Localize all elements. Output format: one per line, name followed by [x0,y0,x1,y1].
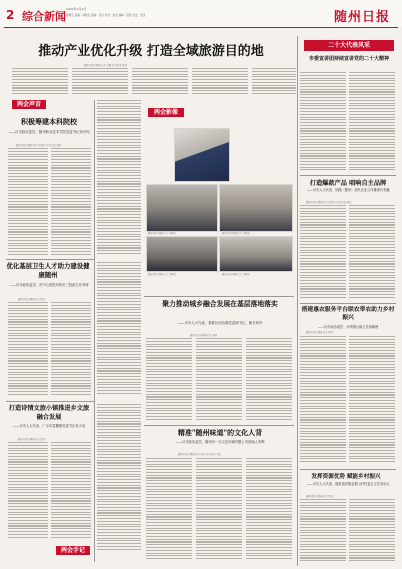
article5-body-col1 [146,458,192,562]
article6-title: 市委宣讲团持续宣讲党的二十大精神 [308,56,389,62]
article7-subtitle: ——访市人大代表、国湖（随州）现代农业公司董事长李璐 [306,188,390,192]
article5-body-col3 [246,458,292,562]
article3-body-col3 [97,404,141,554]
section-divider-6 [300,303,396,304]
article7-byline: 随州日报全媒体记者 刘洪伟 见习记者 杨文 [306,201,352,204]
lead-body-col2 [72,68,128,98]
voices-tag: 两会声音 [12,100,46,109]
lead-body-col5 [252,68,296,98]
article6-body-col1 [300,72,346,174]
photo-speaker [174,128,230,182]
section-title: 综合新闻 [22,10,66,23]
article8-body-col2 [349,336,395,466]
section-divider-1 [6,259,94,260]
article2-byline: 随州日报全媒体记者 蔡沛 [18,298,46,301]
article4-subtitle: ——访市人大代表、曾都区何店镇党委副书记、镇长何华 [177,321,263,325]
article3-title: 打造诗情文旅小镇推进乡文旅融合发展 [8,405,90,421]
lead-byline: 随州日报全媒体记者 吴琳 见习记者 张翠 [84,64,127,67]
article1-title: 积极筹建本科院校 [21,117,77,126]
article2-subtitle: ——访市政协委员、市中心医院内科市三院副主任李涛 [9,283,89,287]
article3-body-col1 [8,442,48,542]
column-divider-left [94,100,95,562]
article3-body-col2 [51,442,91,542]
article8-body-col1 [300,336,346,466]
photo-caption-4: 随州日报全媒体记者 吴琳 摄 [222,273,250,276]
article2-title: 优化基层卫生人才助力建设健康随州 [6,262,90,279]
masthead-divider [4,27,398,28]
lead-body-col3 [132,68,188,98]
column-divider-right [297,36,298,566]
article1-byline: 随州日报全媒体记者 刘洪伟 见习记者 姚娇 [16,144,62,147]
article2-body-col2 [51,302,91,398]
article8-title: 搭建惠农服务平台联农带农助力乡村振兴 [301,307,395,321]
lead-body-col1 [12,68,68,98]
photo-delegates-3 [146,236,218,272]
article1-body-col2 [51,148,91,258]
article9-byline: 随州日报全媒体记者 蔡沛 [306,495,334,498]
images-tag: 两会影像 [148,108,184,117]
newspaper-logo: 随州日报 [333,10,390,25]
section-divider-3 [144,296,294,297]
article7-body-col2 [349,205,395,300]
masthead [0,0,402,27]
article9-body-col2 [349,499,395,565]
lead-body-col4 [192,68,248,98]
article4-title: 聚力推动城乡融合发展在基层落地落实 [162,300,278,308]
article5-byline: 随州日报全媒体记者 向名 见习记者 王凯 [178,453,221,456]
article5-title: 精准"随州味道"的文化人背 [177,428,263,437]
article1-body-col1 [8,148,48,258]
article9-subtitle: ——访市人大代表、随县唐县镇金银山村村委会主任刘永红 [306,482,390,486]
photo-caption-1: 随州日报全媒体记者 吴琳 摄 [148,232,176,235]
edition-date: 2022年3月4日 [66,7,87,11]
photo-caption-3: 随州日报全媒体记者 吴琳 摄 [148,273,176,276]
article4-body-col3 [246,338,292,422]
section-divider-2 [6,401,94,402]
article8-subtitle: ——访市政协委员、市供销社副主任俞朝理 [317,325,379,329]
section-divider-5 [300,175,396,176]
commentary-tag: 两会手记 [56,546,90,555]
article4-body-col2 [196,338,242,422]
article9-body-col1 [300,499,346,565]
photo-delegates-2 [219,184,293,232]
article2-body-col3 [97,262,141,398]
article7-body-col1 [300,205,346,300]
edition-info: 星期五 责编：杨晓灵 美编：张东 校对：张东 编辑：陆伟 签发：张佳 [66,14,146,17]
article9-title: 发挥资源优势 赋能乡村振兴 [311,474,381,480]
article4-byline: 随州日报全媒体记者 刘晴 [190,334,218,337]
photo-delegates-1 [146,184,218,232]
party-line-tag: 二十大代表风采 [304,40,394,51]
article5-subtitle: ——访市政协委员、随州市一点文化传媒有限公司创始人李辉 [175,440,265,444]
article2-body-col1 [8,302,48,398]
article7-title: 打造爆款产品 唱响自主品牌 [309,180,387,187]
photo-caption-2: 随州日报全媒体记者 吴琳 摄 [222,232,250,235]
section-divider-7 [300,469,396,470]
article1-body-col3 [97,100,141,258]
article5-body-col2 [196,458,242,562]
lead-headline: 推动产业优化升级 打造全域旅游目的地 [38,44,264,59]
article3-byline: 随州日报全媒体记者 蔡沛 [18,438,46,441]
article6-body-col2 [349,72,395,174]
article1-subtitle: ——访市政协委员、随州职业技术学院党委书记刘开均 [8,130,90,134]
article4-body-col1 [146,338,192,422]
page-number: 2 [6,8,15,22]
article8-byline: 随州日报全媒体记者 蔡沛 [306,331,334,334]
photo-delegates-4 [219,236,293,272]
section-divider-4 [144,425,294,426]
article3-subtitle: ——访市人大代表、广水市葛棚镇党委书记吴小容 [12,424,86,428]
